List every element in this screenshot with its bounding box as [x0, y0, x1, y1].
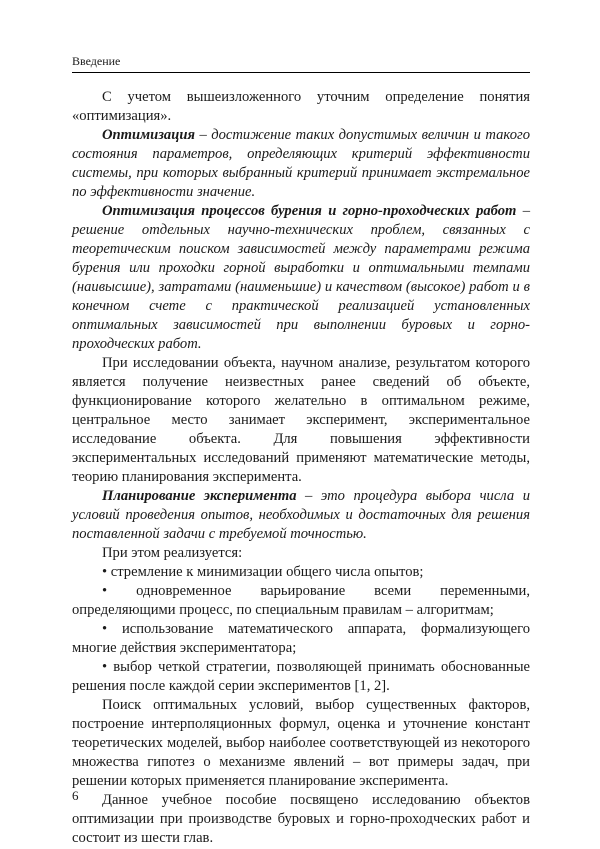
running-header: Введение — [72, 54, 121, 68]
definition-optimization — [72, 126, 530, 202]
list-item: • стремление к минимизации общего числа опытов; — [102, 564, 424, 580]
final-paragraph: Данное учебное пособие посвящено исследованию объектов оптимизации при производстве буровых и горно-проходческих работ и состоит из шести глав. — [72, 792, 530, 846]
definition-term: Оптимизация процессов бурения и горно-проходческих работ — [102, 203, 517, 219]
realized-intro: При этом реализуется: — [102, 545, 243, 561]
list-item: • одновременное варьирование всеми переменными, определяющими процесс, по специальным правилам – алгоритмам; — [72, 583, 530, 618]
page-number: 6 — [72, 788, 79, 803]
list-item: • использование математического аппарата, формализующего многие действия экспериментатора; — [72, 621, 530, 656]
definition-term: Оптимизация — [102, 127, 195, 143]
list-item: • выбор четкой стратегии, позволяющей принимать обоснованные решения после каждой серии экспериментов [1, 2]. — [72, 659, 530, 694]
definition-drilling-optimization — [72, 202, 530, 354]
definition-text: – это процедура выбора числа и условий проведения опытов, необходимых и достаточных для решения поставленной задачи с требуемой точностью. — [72, 488, 530, 542]
intro-paragraph: С учетом вышеизложенного уточним определение понятия «оптимизация». — [72, 89, 530, 124]
search-paragraph: Поиск оптимальных условий, выбор существенных факторов, построение интерполяционных формул, оценка и уточнение констант теоретических моделей, выбор наиболее соответствующей из некоторого множества гипотез о механизме явлений – вот примеры задач, при решении которых применяется планирование эксперимента. — [72, 697, 530, 789]
definition-text: – решение отдельных научно-технических проблем, связанных с теоретическим поиском зависимостей между параметрами режима бурения или проходки горной выработки и оптимальными темпами (наивысшие), затратами (наименьшие) и качеством (высокое) работ и в конечном счете с практической реализацией установленных оптимальных зависимостей при выполнении буровых и горно-проходческих работ. — [72, 203, 530, 352]
definition-text: – достижение таких допустимых величин и такого состояния параметров, определяющих критерий эффективности системы, при которых выбранный критерий принимает экстремальное по эффективности значение. — [72, 127, 530, 200]
definition-experiment-planning — [72, 487, 530, 544]
header-divider — [72, 72, 530, 73]
definition-term: Планирование эксперимента — [102, 488, 297, 504]
research-paragraph: При исследовании объекта, научном анализе, результатом которого является получение неизвестных ранее сведений об объекте, функционирование которого желательно в оптимальном режиме, центральное место занимает эксперимент, экспериментальное исследование объекта. Для повышения эффективности экспериментальных исследований применяют математические методы, теорию планирования эксперимента. — [72, 355, 530, 485]
page-body — [72, 88, 530, 848]
